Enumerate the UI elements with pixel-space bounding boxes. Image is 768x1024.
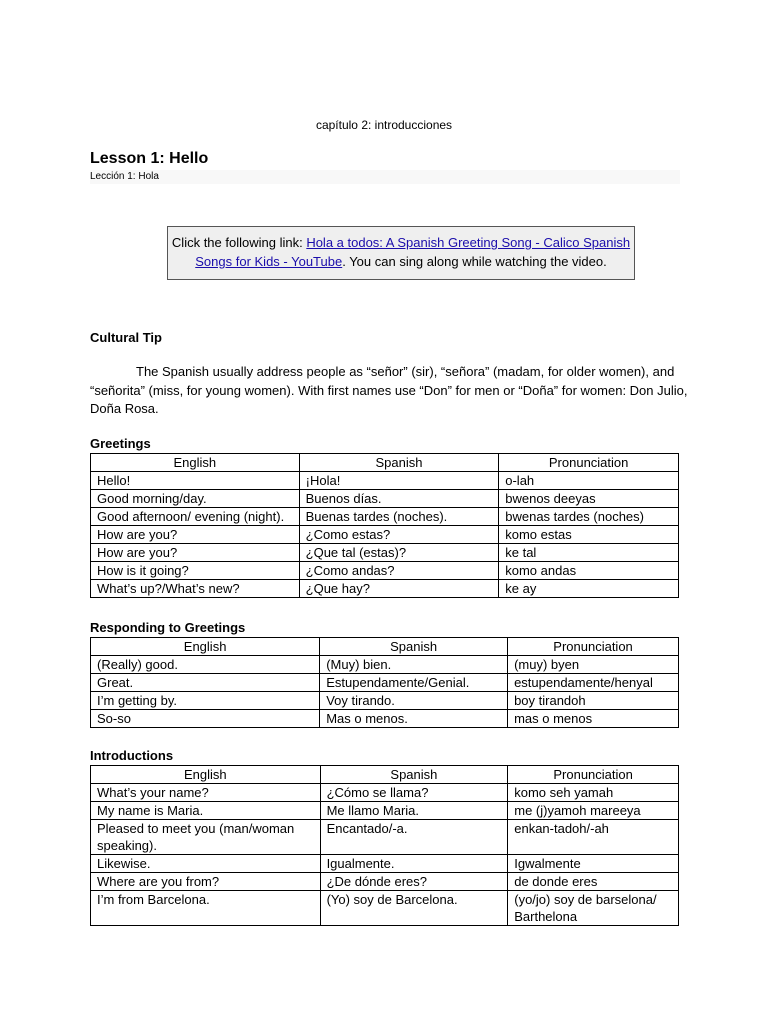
table-cell: So-so	[91, 710, 320, 728]
table-row	[91, 710, 679, 728]
table-row	[91, 855, 679, 873]
table-cell: komo estas	[499, 526, 679, 544]
table-cell: ¿De dónde eres?	[320, 873, 508, 891]
link-suffix: . You can sing along while watching the video.	[342, 254, 607, 269]
column-header: English	[91, 638, 320, 656]
table-cell: enkan-tadoh/-ah	[508, 820, 679, 855]
column-header: Pronunciation	[499, 454, 679, 472]
table-cell: (Yo) soy de Barcelona.	[320, 891, 508, 926]
table-cell: Estupendamente/Genial.	[320, 674, 508, 692]
table-row	[91, 692, 679, 710]
table-cell: ¡Hola!	[299, 472, 499, 490]
table-cell: Igwalmente	[508, 855, 679, 873]
column-header: English	[91, 766, 321, 784]
table-header-row	[91, 454, 679, 472]
greetings-heading: Greetings	[90, 436, 151, 451]
table-cell: o-lah	[499, 472, 679, 490]
table-cell: Buenos días.	[299, 490, 499, 508]
table-cell: Likewise.	[91, 855, 321, 873]
table-cell: Igualmente.	[320, 855, 508, 873]
youtube-link[interactable]: Hola a todos: A Spanish Greeting Song - Calico Spanish Songs for Kids - YouTube	[195, 235, 631, 269]
table-cell: Where are you from?	[91, 873, 321, 891]
table-cell: How are you?	[91, 544, 300, 562]
table-cell: ke tal	[499, 544, 679, 562]
column-header: Pronunciation	[508, 766, 679, 784]
table-cell: What’s up?/What’s new?	[91, 580, 300, 598]
table-row	[91, 526, 679, 544]
table-row	[91, 656, 679, 674]
table-cell: My name is Maria.	[91, 802, 321, 820]
table-cell: ¿Cómo se llama?	[320, 784, 508, 802]
table-cell: Encantado/-a.	[320, 820, 508, 855]
table-cell: Me llamo Maria.	[320, 802, 508, 820]
table-cell: Buenas tardes (noches).	[299, 508, 499, 526]
column-header: Spanish	[320, 766, 508, 784]
table-cell: I’m getting by.	[91, 692, 320, 710]
table-cell: Hello!	[91, 472, 300, 490]
table-header-row	[91, 638, 679, 656]
cultural-tip-body: The Spanish usually address people as “señor” (sir), “señora” (madam, for older women), and “señorita” (miss, for young women). With first names use “Don” for men or “Doña” for women: Don Julio, Doña Rosa.	[90, 364, 688, 416]
table-row	[91, 873, 679, 891]
greetings-table	[90, 453, 679, 598]
column-header: Pronunciation	[508, 638, 679, 656]
lesson-title: Lesson 1: Hello	[90, 150, 209, 167]
table-header-row	[91, 766, 679, 784]
table-cell: me (j)yamoh mareeya	[508, 802, 679, 820]
table-cell: bwenos deeyas	[499, 490, 679, 508]
table-cell: mas o menos	[508, 710, 679, 728]
table-cell: (yo/jo) soy de barselona/ Barthelona	[508, 891, 679, 926]
table-row	[91, 674, 679, 692]
table-cell: estupendamente/henyal	[508, 674, 679, 692]
table-cell: Good afternoon/ evening (night).	[91, 508, 300, 526]
table-row	[91, 820, 679, 855]
table-row	[91, 562, 679, 580]
responding-heading: Responding to Greetings	[90, 620, 246, 635]
table-cell: de donde eres	[508, 873, 679, 891]
column-header: Spanish	[299, 454, 499, 472]
table-cell: ¿Como estas?	[299, 526, 499, 544]
table-cell: Good morning/day.	[91, 490, 300, 508]
column-header: Spanish	[320, 638, 508, 656]
table-cell: ¿Que hay?	[299, 580, 499, 598]
table-cell: bwenas tardes (noches)	[499, 508, 679, 526]
table-row	[91, 891, 679, 926]
table-cell: komo andas	[499, 562, 679, 580]
table-cell: How are you?	[91, 526, 300, 544]
lesson-subtitle: Lección 1: Hola	[90, 170, 680, 184]
table-cell: ¿Que tal (estas)?	[299, 544, 499, 562]
table-cell: ke ay	[499, 580, 679, 598]
table-row	[91, 544, 679, 562]
table-cell: Pleased to meet you (man/woman speaking).	[91, 820, 321, 855]
video-link-box	[167, 226, 635, 280]
table-cell: How is it going?	[91, 562, 300, 580]
introductions-table	[90, 765, 679, 926]
table-cell: Great.	[91, 674, 320, 692]
table-row	[91, 580, 679, 598]
column-header: English	[91, 454, 300, 472]
table-cell: boy tirandoh	[508, 692, 679, 710]
chapter-header: capítulo 2: introducciones	[315, 118, 453, 132]
link-prefix: Click the following link:	[171, 235, 307, 250]
table-cell: (muy) byen	[508, 656, 679, 674]
table-cell: Mas o menos.	[320, 710, 508, 728]
table-row	[91, 802, 679, 820]
table-row	[91, 490, 679, 508]
table-cell: (Really) good.	[91, 656, 320, 674]
table-cell: komo seh yamah	[508, 784, 679, 802]
table-cell: Voy tirando.	[320, 692, 508, 710]
cultural-tip-text	[90, 363, 690, 419]
table-row	[91, 784, 679, 802]
table-cell: What’s your name?	[91, 784, 321, 802]
table-cell: I’m from Barcelona.	[91, 891, 321, 926]
cultural-tip-heading: Cultural Tip	[90, 330, 162, 345]
introductions-heading: Introductions	[90, 748, 174, 763]
table-cell: ¿Como andas?	[299, 562, 499, 580]
table-row	[91, 472, 679, 490]
table-row	[91, 508, 679, 526]
responding-table	[90, 637, 679, 728]
table-cell: (Muy) bien.	[320, 656, 508, 674]
